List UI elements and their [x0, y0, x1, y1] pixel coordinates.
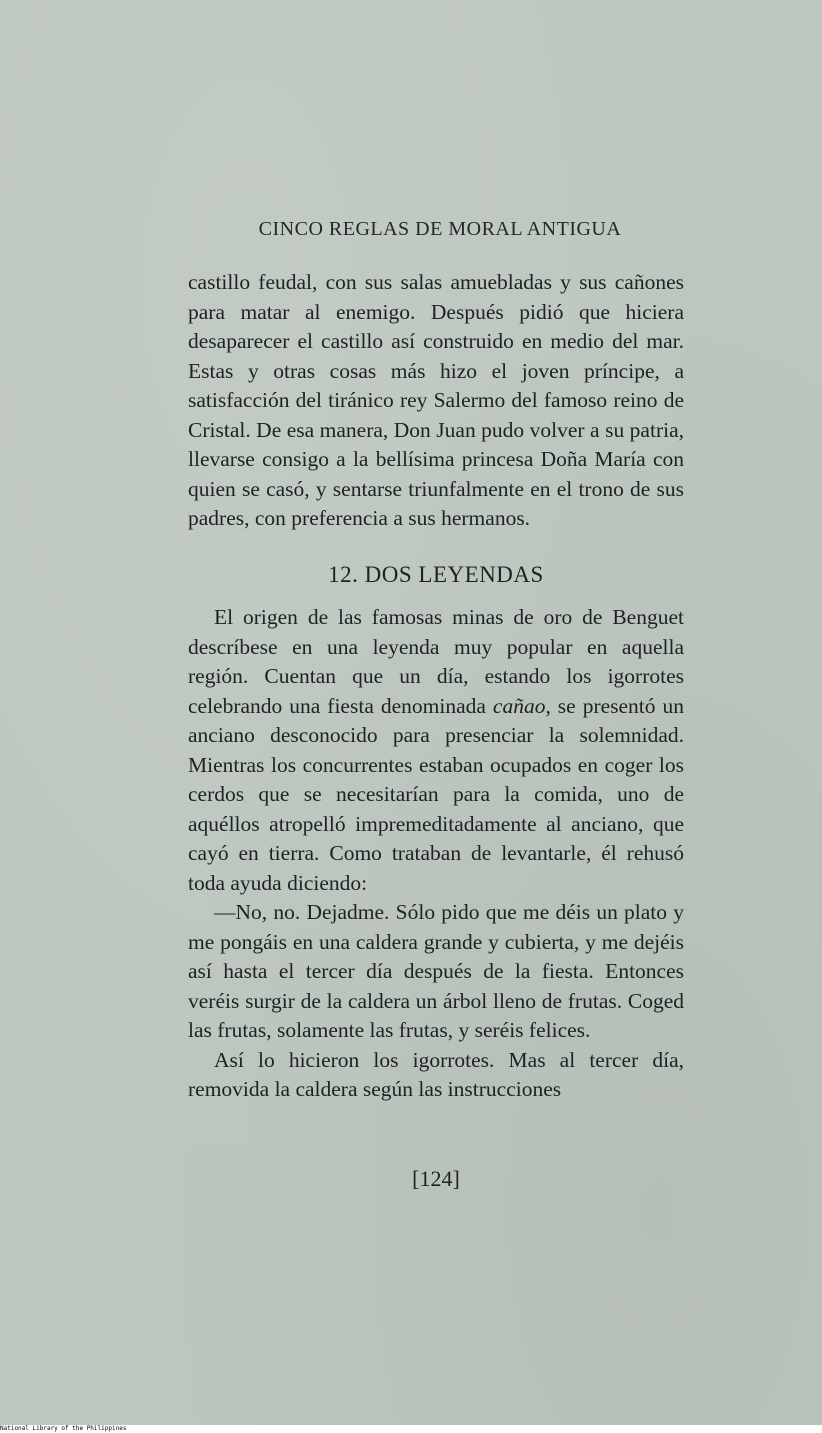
paragraph-origin-text-b: , se presentó un anciano desconocido para presenciar la solemnidad. Mientras los concurrentes estaban ocupados en coger los cerdos que se necesitarían para la comida, uno de aquéllos atropelló impremeditadamente al anciano, que cayó en tierra. Como trataban de levantarle, él rehusó toda ayuda diciendo:	[188, 693, 685, 895]
paragraph-origin	[188, 603, 684, 898]
paragraph-origin-text-a: El origen de las famosas minas de oro de Benguet descríbese en una leyenda muy popular en aquella región. Cuentan que un día, estando los igorrotes celebrando una fiesta denominada	[188, 605, 684, 718]
footer-credit: National Library of the Philippines	[0, 1425, 127, 1432]
continuation-text	[188, 268, 684, 534]
paragraph-dialogue: —No, no. Dejadme. Sólo pido que me déis un plato y me pongáis en una caldera grande y cubierta, y me dejéis así hasta el tercer día después de la fiesta. Entonces veréis surgir de la caldera un árbol lleno de frutas. Coged las frutas, solamente las frutas, y seréis felices.	[188, 900, 684, 1042]
italic-term: cañao	[492, 693, 546, 718]
continuation-paragraph: castillo feudal, con sus salas amuebladas y sus cañones para matar al enemigo. Después pidió que hiciera desaparecer el castillo así construido en medio del mar. Estas y otras cosas más hizo el joven príncipe, a satisfacción del tiránico rey Salermo del famoso reino de Cristal. De esa manera, Don Juan pudo volver a su patria, llevarse consigo a la bellísima princesa Doña María con quien se casó, y sentarse triunfalmente en el trono de sus padres, con preferencia a sus hermanos.	[188, 270, 684, 530]
paragraph-closing: Así lo hicieron los igorrotes. Mas al tercer día, removida la caldera según las instrucciones	[188, 1047, 684, 1101]
section-body	[188, 603, 684, 1105]
section-title: 12. DOS LEYENDAS	[328, 562, 544, 587]
page-number: [124]	[412, 1166, 460, 1191]
running-head: CINCO REGLAS DE MORAL ANTIGUA	[258, 218, 622, 240]
